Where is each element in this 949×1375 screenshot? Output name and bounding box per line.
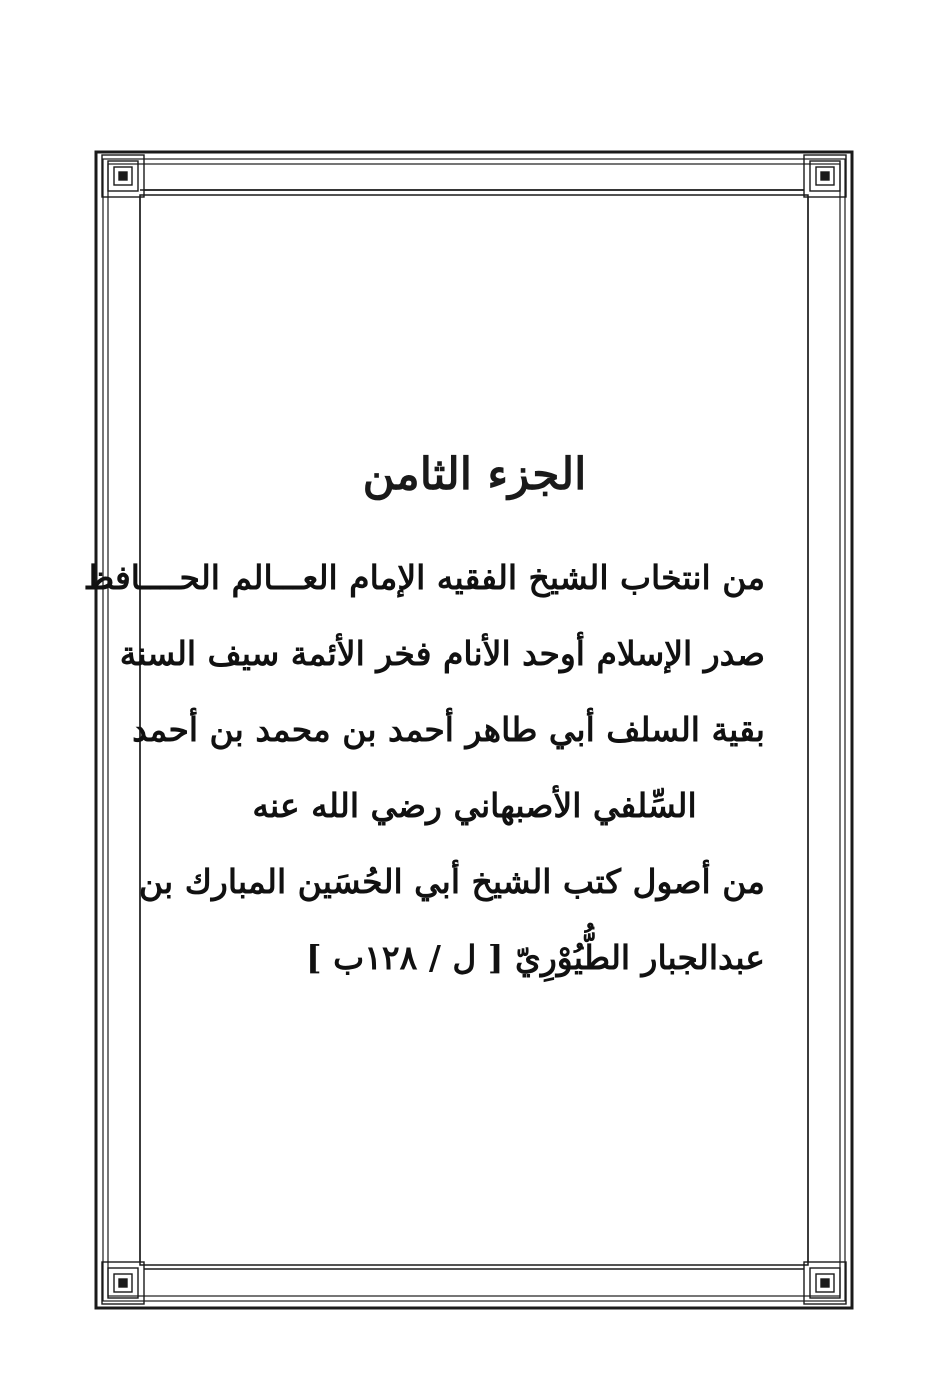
text-line-6: عبدالجبار الطُّيُوْرِيّ [ ل / ١٢٨ب ] [306,938,765,977]
corner-ornament-bottom-left [102,1262,144,1304]
title-page-content [83,440,809,996]
part-title: الجزء الثامن [362,449,587,500]
corner-ornament-bottom-right [144,1262,846,1304]
text-line-4: السِّلفي الأصبهاني رضي الله عنه [252,786,697,825]
text-line-5: من أصول كتب الشيخ أبي الحُسَين المبارك بن [138,862,765,901]
text-line-3: بقية السلف أبي طاهر أحمد بن محمد بن أحمد [132,710,765,749]
text-line-2: صدر الإسلام أوحد الأنام فخر الأئمة سيف السنة [119,634,765,673]
text-line-1: من انتخاب الشيخ الفقيه الإمام العـــالم الحــــافظ [83,558,765,597]
spacer [140,510,809,540]
